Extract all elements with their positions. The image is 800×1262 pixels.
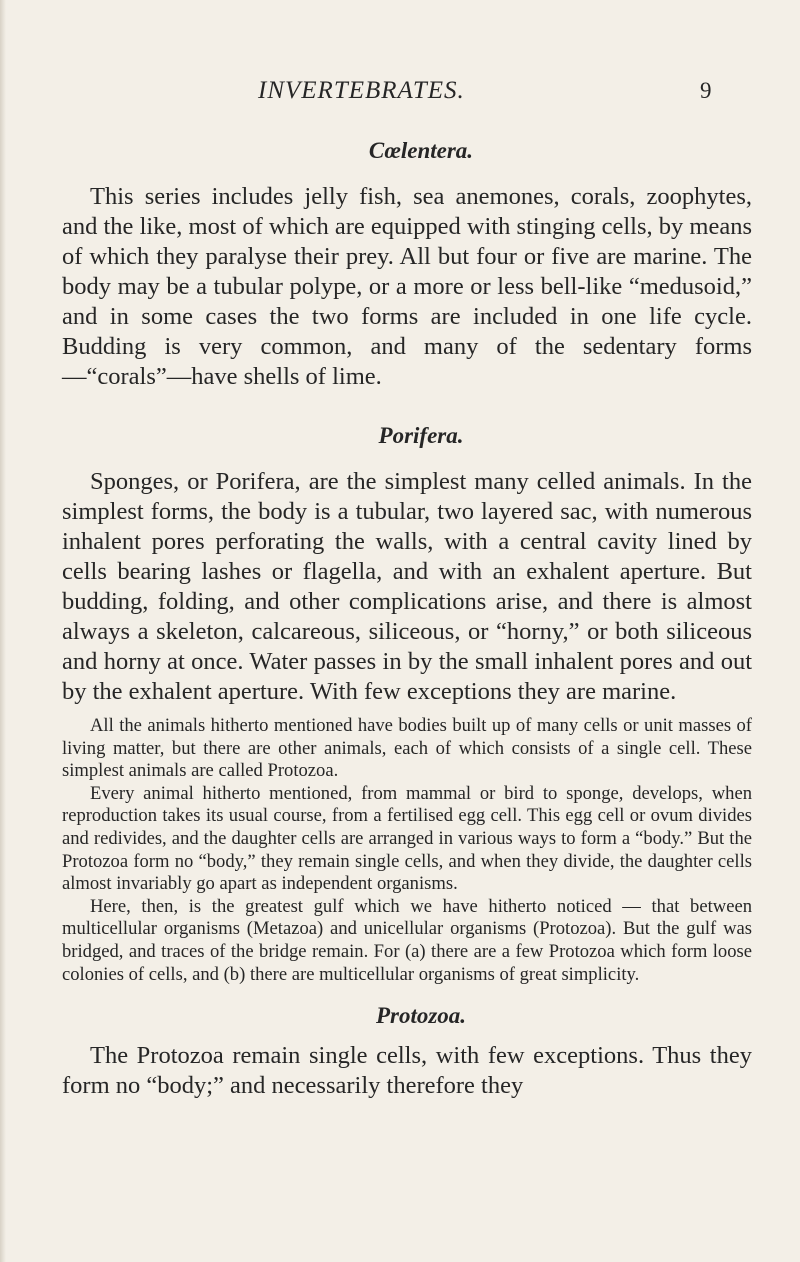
small-print-paragraph-2: Every animal hitherto mentioned, from mammal or bird to sponge, develops, when reproduction takes its usual course, from a fertilised egg cell. This egg cell or ovum divides and redivides, and the daughter cells are arranged in various ways to form a “body.” But the Protozoa form no “body,” they remain single cells, and when they divide, the daughter cells almost invariably go apart as independent organisms. <box>62 782 752 895</box>
paragraph-porifera: Sponges, or Porifera, are the simplest many celled animals. In the simplest forms, the body is a tubular, two layered sac, with numerous inhalent pores perforating the walls, with a central cavity lined by cells bearing lashes or flagella, and with an exhalent aperture. But budding, folding, and other complications arise, and there is almost always a skeleton, calcareous, siliceous, or “horny,” or both siliceous and horny at once. Water passes in by the small inhalent pores and out by the exhalent aperture. With few exceptions they are marine. <box>62 468 752 705</box>
page-body <box>62 134 752 1101</box>
paragraph-coelentera: This series includes jelly fish, sea anemones, corals, zoophytes, and the like, most of which are equipped with stinging cells, by means of which they paralyse their prey. All but four or five are marine. The body may be a tubular polype, or a more or less bell-like “medusoid,” and in some cases the two forms are included in one life cycle. Budding is very common, and many of the sedentary forms —“corals”—have shells of lime. <box>62 183 752 390</box>
section-heading-coelentera: Cœlentera. <box>368 138 474 163</box>
paragraph-protozoa: The Protozoa remain single cells, with few exceptions. Thus they form no “body;” and necessarily therefore they <box>62 1042 752 1100</box>
small-print-paragraph-3: Here, then, is the greatest gulf which we have hitherto noticed — that between multicellular organisms (Metazoa) and unicellular organisms (Protozoa). But the gulf was bridged, and traces of the bridge remain. For (a) there are a few Protozoa which form loose colonies of cells, and (b) there are multicellular organisms of great simplicity. <box>62 895 752 985</box>
section-heading-porifera: Porifera. <box>378 423 464 448</box>
page-number: 9 <box>700 78 712 103</box>
page-edge <box>0 0 6 1262</box>
running-title: INVERTEBRATES. <box>258 77 465 104</box>
small-print-paragraph-1: All the animals hitherto mentioned have bodies built up of many cells or unit masses of living matter, but there are other animals, each of which consists of a single cell. These simplest animals are called Protozoa. <box>62 715 752 782</box>
section-heading-protozoa: Protozoa. <box>375 1003 467 1029</box>
running-head <box>0 77 800 113</box>
